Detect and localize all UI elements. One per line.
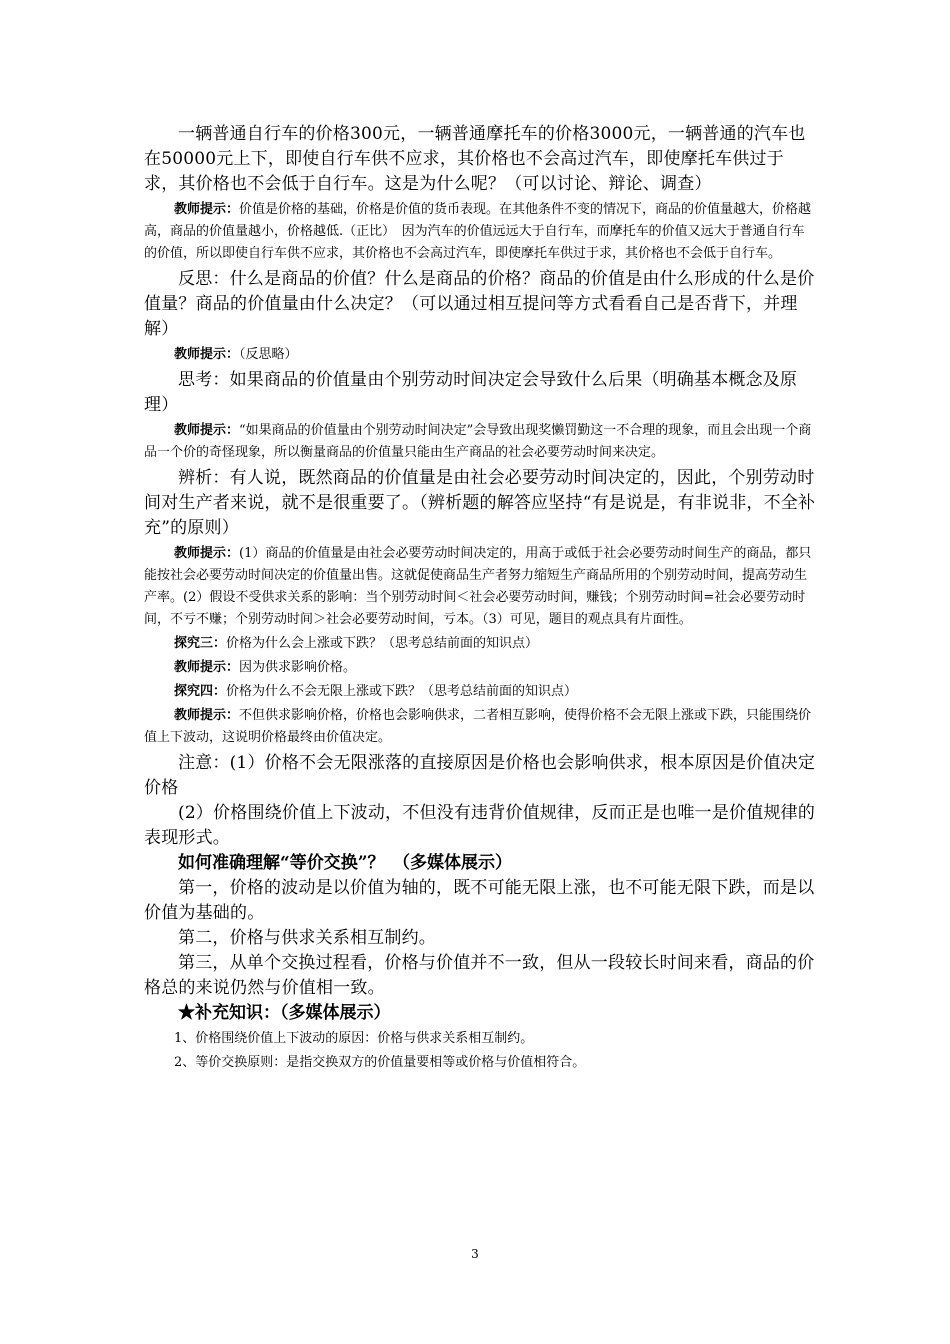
paragraph-third: 第三，从单个交换过程看，价格与价值并不一致，但从一段较长时间来看，商品的价格总的来说仍然与价值相一致。 (144, 953, 815, 998)
page-number: 3 (471, 1247, 479, 1261)
teacher-hint-6 (144, 705, 816, 749)
teacher-hint-3 (144, 420, 816, 464)
hint-label: 教师提示： (174, 546, 240, 561)
paragraph-second: 第二，价格与供求关系相互制约。 (178, 928, 436, 948)
heading-supplement: ★补充知识：（多媒体展示） (178, 1003, 391, 1023)
explore-label: 探究四： (174, 684, 227, 699)
hint-text: “如果商品的价值量由个别劳动时间决定”会导致出现奖懒罚勤这一不合理的现象，而且会出现一个商品一个价的奇怪现象，所以衡量商品的价值量只能由生产商品的社会必要劳动时间来决定。 (144, 423, 812, 460)
explore-text: 价格为什么不会无限上涨或下跌？（思考总结前面的知识点） (226, 684, 578, 699)
teacher-hint-2 (144, 344, 816, 366)
hint-text: （反思略） (239, 347, 298, 362)
heading-equal-exchange: 如何准确理解“等价交换”？ （多媒体展示） (178, 853, 513, 873)
explore-three (144, 633, 816, 655)
hint-text: 因为供求影响价格。 (239, 660, 357, 675)
paragraph-analysis: 辨析：有人说，既然商品的价值量是由社会必要劳动时间决定的，因此，个别劳动时间对生产者来说，就不是很重要了。（辨析题的解答应坚持“有是说是，有非说非，不全补充”的原则） (144, 468, 816, 538)
hint-text: (1）商品的价值量是由社会必要劳动时间决定的，用高于或低于社会必要劳动时间生产的商品，都只能按社会必要劳动时间决定的价值量出售。这就促使商品生产者努力缩短生产商品所用的个别劳动时间，提高劳动生产率。(2）假设不受供求关系的影响：当个别劳动时间＜社会必要劳动时间，赚钱；个别劳动时间=社会必要劳动时间，不亏不赚；个别劳动时间＞社会必要劳动时间，亏本。（3）可见，题目的观点具有片面性。 (144, 546, 812, 627)
hint-text: 不但供求影响价格，价格也会影响供求，二者相互影响，使得价格不会无限上涨或下跌，只能围绕价值上下波动，这说明价格最终由价值决定。 (144, 708, 812, 745)
hint-label: 教师提示： (174, 202, 240, 217)
paragraph-thinking: 思考：如果商品的价值量由个别劳动时间决定会导致什么后果（明确基本概念及原理） (144, 370, 798, 415)
hint-text: 价值是价格的基础，价格是价值的货币表现。在其他条件不变的情况下，商品的价值量越大，价格越高，商品的价值量越小，价格越低.（正比） 因为汽车的价值远远大于自行车，而摩托车的价值又远大于普通自行车的价值，所以即使自行车供不应求，其价格也不会高过汽车，即使摩托车供过于求，其价格也不会低于自行车。 (144, 202, 812, 261)
page-content (144, 122, 816, 1076)
hint-label: 教师提示： (174, 347, 240, 362)
hint-label: 教师提示： (174, 660, 240, 675)
paragraph-reflection: 反思：什么是商品的价值？什么是商品的价格？商品的价值是由什么形成的什么是价值量？商品的价值量由什么决定？（可以通过相互提问等方式看看自己是否背下，并理解） (144, 269, 815, 339)
explore-label: 探究三： (174, 636, 227, 651)
hint-label: 教师提示： (174, 708, 240, 723)
explore-four (144, 681, 816, 703)
paragraph-note-2: (2）价格围绕价值上下波动，不但没有违背价值规律，反而正是也唯一是价值规律的表现形式。 (144, 803, 816, 848)
paragraph-first: 第一，价格的波动是以价值为轴的，既不可能无限上涨，也不可能无限下跌，而是以价值为基础的。 (144, 878, 815, 923)
list-item: 1、价格围绕价值上下波动的原因：价格与供求关系相互制约。 (174, 1031, 534, 1046)
hint-label: 教师提示： (174, 423, 240, 438)
paragraph-bicycle-question: 一辆普通自行车的价格300元，一辆普通摩托车的价格3000元，一辆普通的汽车也在50000元上下，即使自行车供不应求，其价格也不会高过汽车，即使摩托车供过于求，其价格也不会低于自行车。这是为什么呢？（可以讨论、辩论、调查） (144, 124, 806, 194)
teacher-hint-5 (144, 657, 816, 679)
list-item: 2、等价交换原则：是指交换双方的价值量要相等或价格与价值相符合。 (174, 1055, 586, 1070)
explore-text: 价格为什么会上涨或下跌？（思考总结前面的知识点） (226, 636, 539, 651)
teacher-hint-1 (144, 199, 816, 265)
teacher-hint-4 (144, 543, 816, 631)
paragraph-note-1: 注意：(1）价格不会无限涨落的直接原因是价格也会影响供求，根本原因是价值决定价格 (144, 753, 816, 798)
